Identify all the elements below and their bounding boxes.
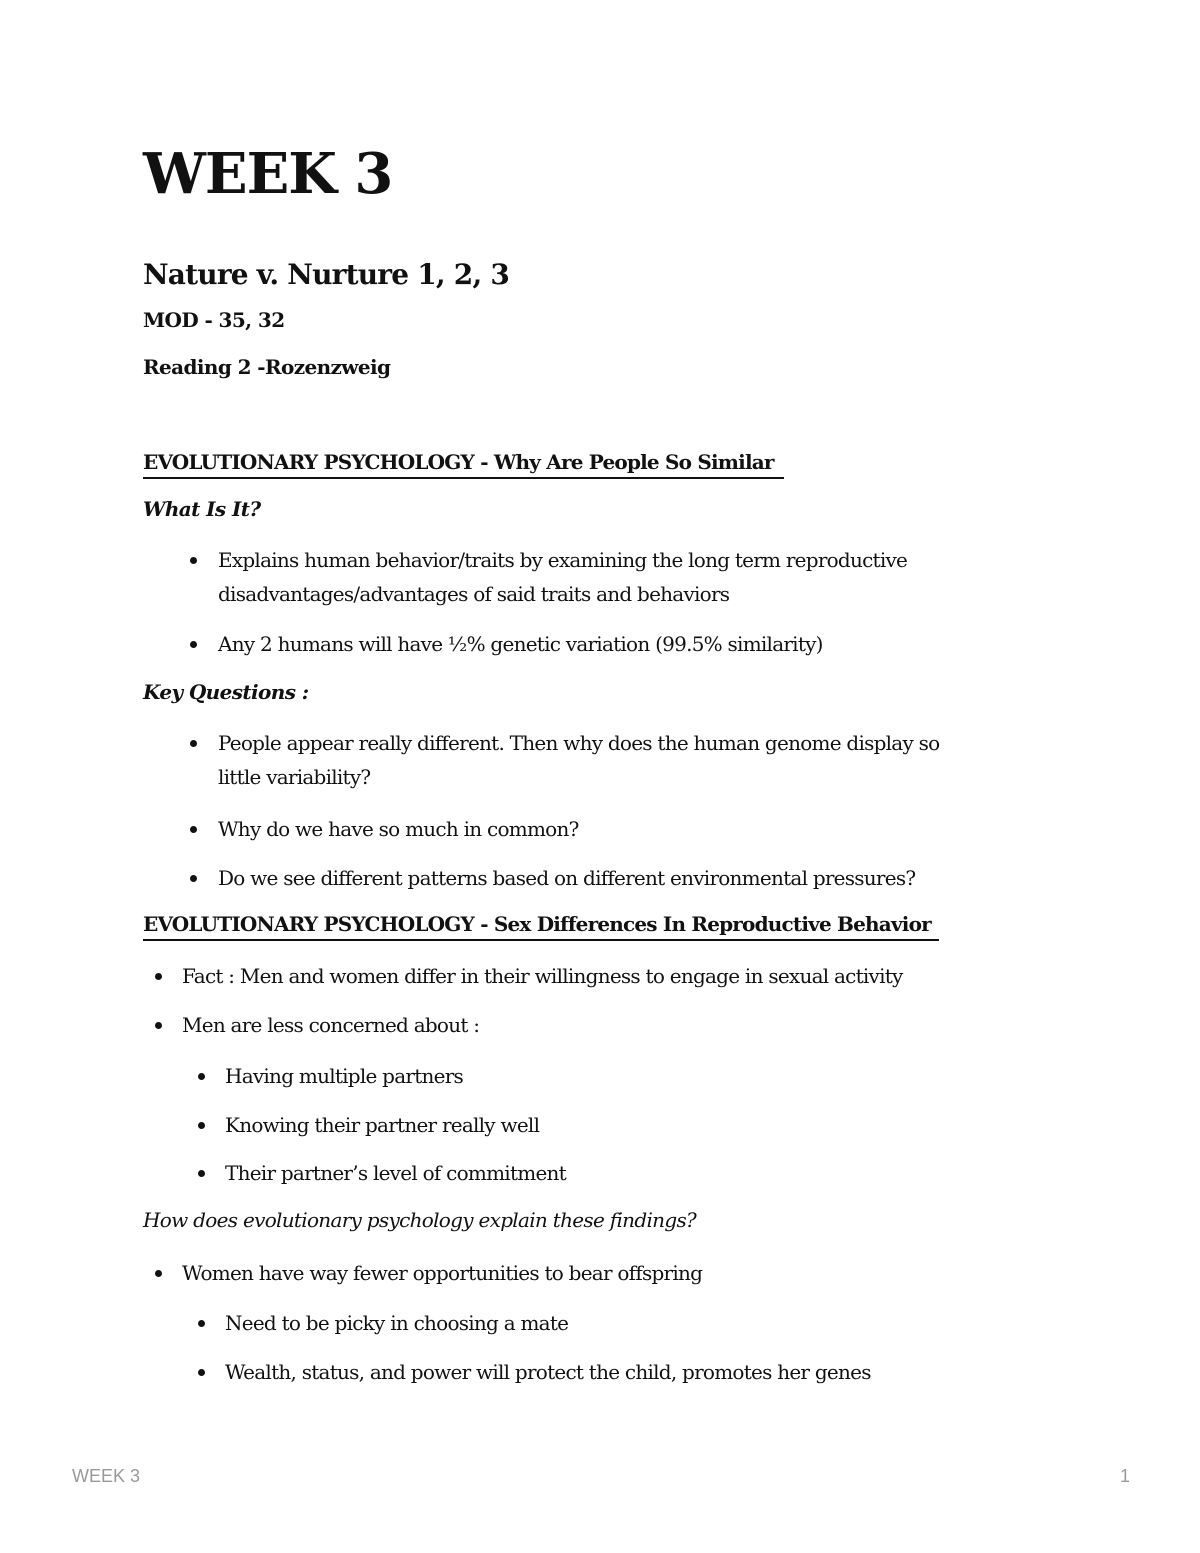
list-item-line: People appear really different. Then why does the human genome display so	[218, 731, 940, 755]
bullet	[198, 1369, 205, 1376]
section-heading-sex-differences: EVOLUTIONARY PSYCHOLOGY - Sex Differences In Reproductive Behavior	[143, 912, 939, 941]
page-number: 1	[1120, 1466, 1131, 1486]
sub-list-item: Wealth, status, and power will protect the child, promotes her genes	[225, 1360, 871, 1384]
what-is-it-label: What Is It?	[143, 497, 261, 521]
bullet	[198, 1320, 205, 1327]
bullet	[198, 1122, 205, 1129]
list-item-line: Why do we have so much in common?	[218, 817, 579, 841]
sub-list-item: Having multiple partners	[225, 1064, 464, 1088]
page-title: WEEK 3	[143, 141, 393, 207]
footer-title: WEEK 3	[72, 1466, 141, 1486]
sub-list-item: Knowing their partner really well	[225, 1113, 540, 1137]
bullet	[198, 1170, 205, 1177]
bullet	[190, 641, 197, 648]
section-heading-similarity: EVOLUTIONARY PSYCHOLOGY - Why Are People So Similar	[143, 450, 784, 479]
list-item-line: little variability?	[218, 765, 371, 789]
bullet	[190, 875, 197, 882]
bullet	[190, 557, 197, 564]
list-item	[218, 812, 579, 846]
bullet	[190, 826, 197, 833]
list-item	[218, 726, 939, 794]
list-item-line: disadvantages/advantages of said traits and behaviors	[218, 582, 730, 606]
list-item	[218, 627, 823, 661]
sub-list-item: Their partner’s level of commitment	[225, 1161, 566, 1185]
list-item: Men are less concerned about :	[182, 1013, 480, 1037]
list-item-line: Any 2 humans will have ½% genetic variation (99.5% similarity)	[218, 632, 823, 656]
list-item: Women have way fewer opportunities to bear offspring	[182, 1261, 703, 1285]
list-item	[218, 861, 915, 895]
list-item	[218, 543, 907, 611]
key-questions-label: Key Questions :	[143, 680, 309, 704]
list-item: Fact : Men and women differ in their willingness to engage in sexual activity	[182, 964, 903, 988]
bullet	[155, 973, 162, 980]
topic-heading: Nature v. Nurture 1, 2, 3	[143, 258, 510, 291]
bullet	[155, 1270, 162, 1277]
reading-reference: Reading 2 -Rozenzweig	[143, 355, 391, 379]
mod-reference: MOD - 35, 32	[143, 308, 285, 332]
list-item-line: Explains human behavior/traits by examining the long term reproductive	[218, 548, 908, 572]
question-text: How does evolutionary psychology explain these findings?	[143, 1208, 697, 1232]
list-item-line: Do we see different patterns based on different environmental pressures?	[218, 866, 916, 890]
bullet	[198, 1073, 205, 1080]
bullet	[155, 1022, 162, 1029]
bullet	[190, 740, 197, 747]
sub-list-item: Need to be picky in choosing a mate	[225, 1311, 569, 1335]
